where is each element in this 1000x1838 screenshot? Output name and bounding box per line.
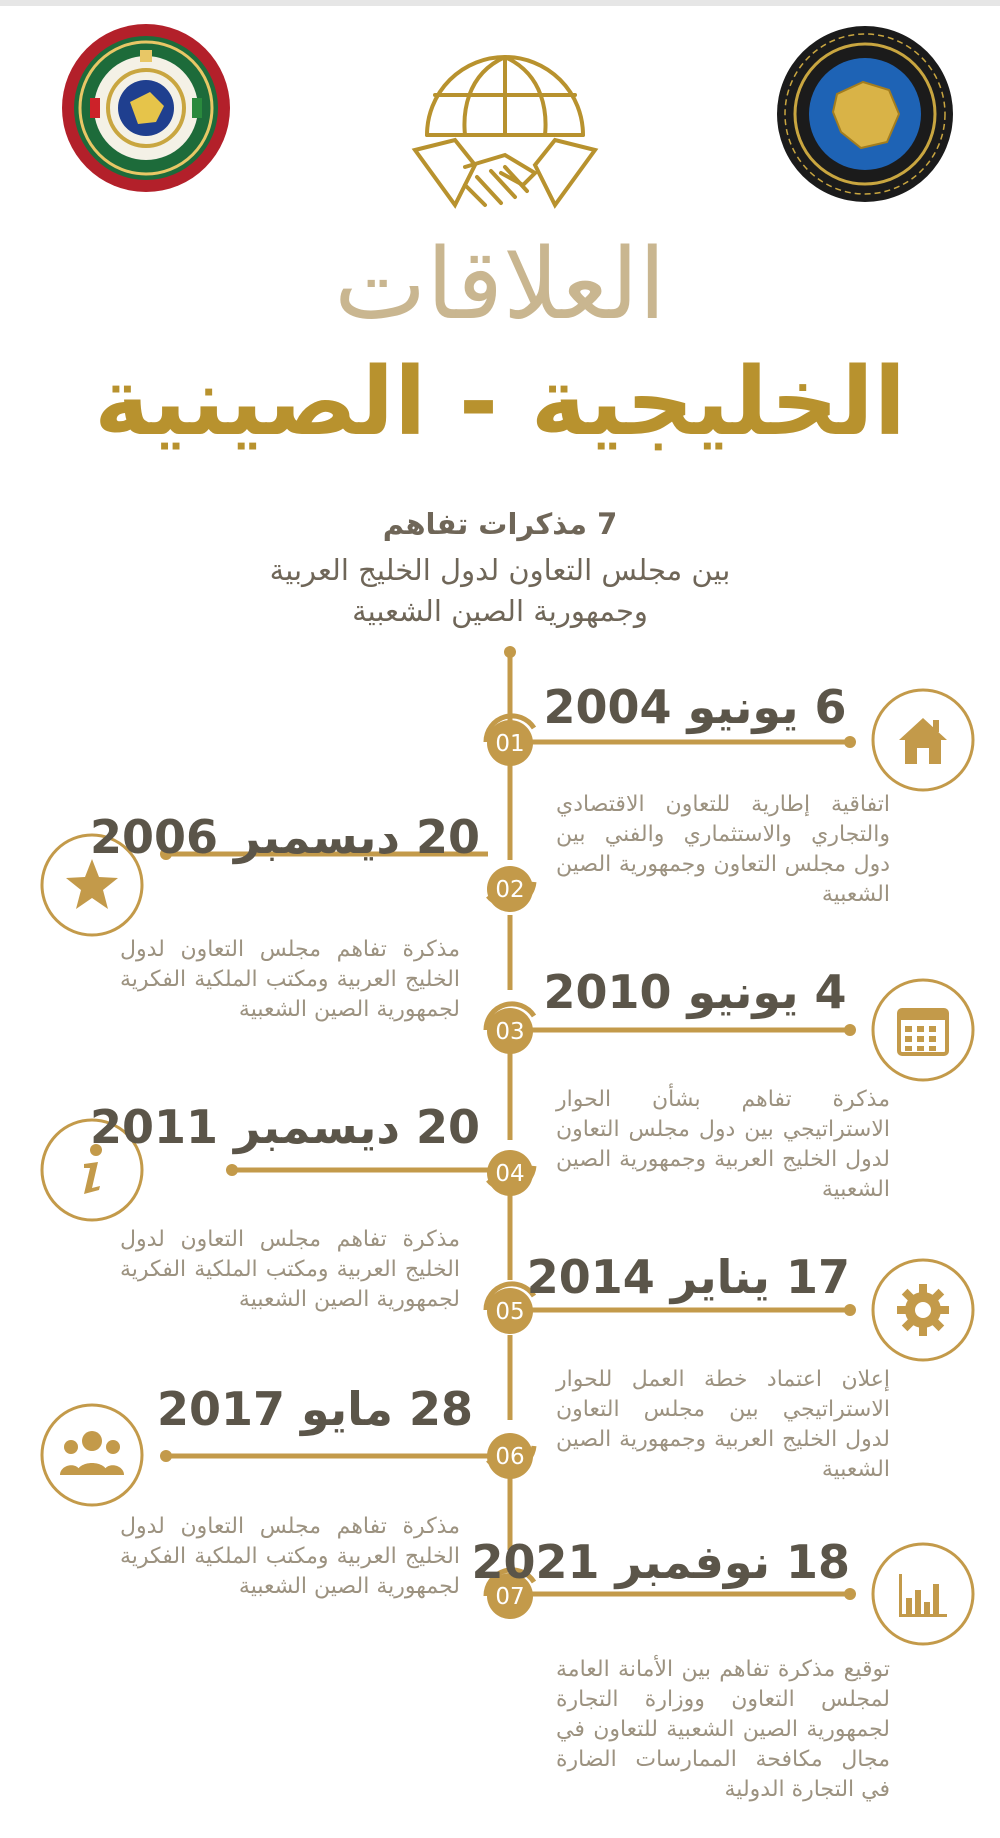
timeline-date-02: 20 ديسمبر 2006: [90, 810, 480, 864]
timeline-desc-04: مذكرة تفاهم مجلس التعاون لدول الخليج العربية ومكتب الملكية الفكرية لجمهورية الصين الشعبية: [120, 1227, 460, 1312]
timeline-date-01: 6 يونيو 2004: [543, 680, 847, 734]
timeline-date-06: 28 مايو 2017: [157, 1382, 473, 1436]
timeline-badge-06: [484, 1430, 536, 1482]
timeline-desc-03: مذكرة تفاهم بشأن الحوار الاستراتيجي بين دول مجلس التعاون لدول الخليج العربية وجمهورية الصين الشعبية: [556, 1087, 890, 1202]
badge-number: 04: [495, 1161, 525, 1187]
subtitle-line1: 7 مذكرات تفاهم: [382, 507, 618, 541]
timeline-desc-05: إعلان اعتماد خطة العمل للحوار الاستراتيجي بين مجلس التعاون لدول الخليج العربية وجمهورية الصين الشعبية: [556, 1367, 890, 1482]
home-icon: [893, 710, 953, 770]
timeline-date-05: 17 يناير 2014: [526, 1250, 850, 1304]
badge-number: 06: [495, 1444, 525, 1470]
title-line2: الخليجية - الصينية: [94, 348, 906, 457]
timeline-desc-06: مذكرة تفاهم مجلس التعاون لدول الخليج العربية ومكتب الملكية الفكرية لجمهورية الصين الشعبية: [120, 1514, 460, 1599]
timeline-badge-01: [484, 717, 536, 769]
badge-number: 02: [495, 877, 525, 903]
calendar-icon: [893, 1000, 953, 1060]
badge-number: 07: [495, 1584, 525, 1610]
timeline-badge-04: [484, 1147, 536, 1199]
badge-number: 05: [495, 1299, 525, 1325]
subtitle-line2: بين مجلس التعاون لدول الخليج العربية: [269, 553, 731, 587]
timeline-desc-07: توقيع مذكرة تفاهم بين الأمانة العامة لمجلس التعاون ووزارة التجارة لجمهورية الصين الشعبية للتعاون في مجال مكافحة الممارسات الضارة في التجارة الدولية: [556, 1657, 890, 1802]
timeline-badge-03: [484, 1005, 536, 1057]
timeline-date-03: 4 يونيو 2010: [543, 965, 847, 1019]
subtitle-line3: وجمهورية الصين الشعبية: [352, 594, 648, 628]
timeline-date-04: 20 ديسمبر 2011: [90, 1100, 480, 1154]
title-line1: العلاقات: [334, 228, 666, 342]
bar-chart-icon: [893, 1564, 953, 1624]
people-icon: [58, 1425, 126, 1485]
timeline-date-07: 18 نوفمبر 2021: [471, 1535, 850, 1589]
timeline-desc-01: اتفاقية إطارية للتعاون الاقتصادي والتجاري والاستثماري والفني بين دول مجلس التعاون وجمهورية الصين الشعبية: [556, 792, 890, 907]
star-icon: [62, 855, 122, 915]
timeline-desc-02: مذكرة تفاهم مجلس التعاون لدول الخليج العربية ومكتب الملكية الفكرية لجمهورية الصين الشعبية: [120, 937, 460, 1022]
badge-number: 03: [495, 1019, 525, 1045]
badge-number: 01: [495, 731, 525, 757]
timeline-badge-02: [484, 863, 536, 915]
gear-icon: [893, 1280, 953, 1340]
